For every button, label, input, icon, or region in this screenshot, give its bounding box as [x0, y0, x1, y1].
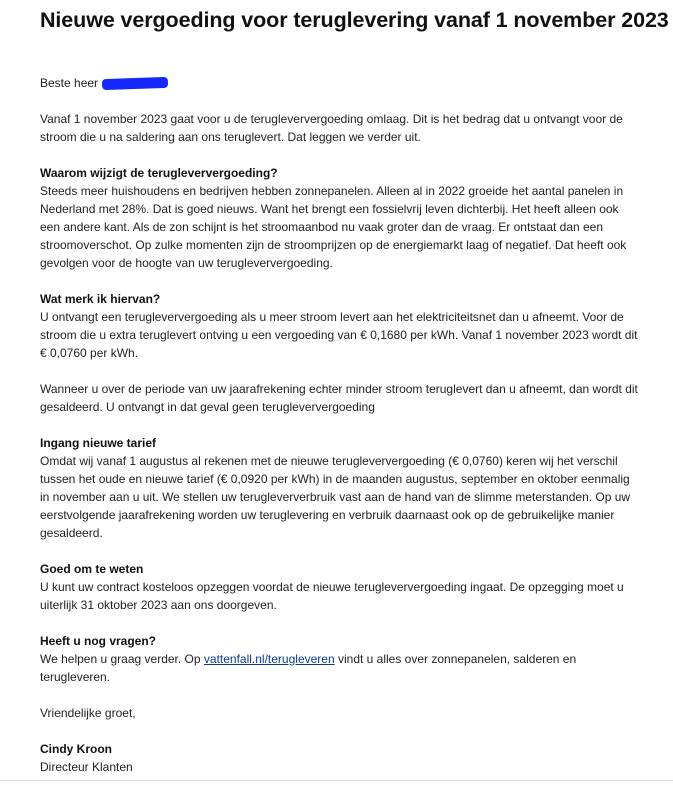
letter-body	[40, 74, 640, 776]
greeting-text: Beste heer	[40, 76, 99, 90]
greeting	[40, 74, 640, 92]
divider	[0, 780, 673, 781]
section-text-impact: U ontvangt een terugleververgoeding als u meer stroom levert aan het elektriciteitsnet dan u afneemt. Voor de stroom die u extra teruglevert ontving u een vergoeding van € 0,1680 per kWh. Vanaf 1 november 2023 wordt dit € 0,0760 per kWh.	[40, 310, 638, 360]
closing: Vriendelijke groet,	[40, 706, 136, 720]
section-text-good-to-know: U kunt uw contract kosteloos opzeggen voordat de nieuwe terugleververgoeding ingaat. De opzegging moet u uiterlijk 31 oktober 2023 aan ons doorgeven.	[40, 580, 624, 612]
section-heading-questions: Heeft u nog vragen?	[40, 634, 157, 648]
intro-paragraph: Vanaf 1 november 2023 gaat voor u de terugleververgoeding omlaag. Dit is het bedrag dat u ontvangt voor de stroom die u na saldering aan ons teruglevert. Dat leggen we verder uit.	[40, 112, 623, 144]
section-text-impact-2: Wanneer u over de periode van uw jaarafrekening echter minder stroom teruglevert dan u afneemt, dan wordt dit gesaldeerd. U ontvangt in dat geval geen terugleververgoeding	[40, 382, 638, 414]
page-title: Nieuwe vergoeding voor teruglevering vanaf 1 november 2023	[40, 8, 669, 32]
signature-name: Cindy Kroon	[40, 742, 112, 756]
section-heading-good-to-know: Goed om te weten	[40, 562, 144, 576]
vattenfall-link[interactable]: vattenfall.nl/terugleveren	[203, 652, 335, 666]
section-text-why: Steeds meer huishoudens en bedrijven hebben zonnepanelen. Alleen al in 2022 groeide het aantal panelen in Nederland met 28%. Dat is goed nieuws. Want het brengt een fossielvrij leven dichterbij. Het heeft alleen ook een andere kant. Als de zon schijnt is het stroomaanbod nu vaak groter dan de vraag. Er ontstaat dan een stroomoverschot. Op zulke momenten zijn de stroomprijzen op de energiemarkt laag of negatief. Dat heeft ook gevolgen voor de hoogte van uw terugleververgoeding.	[40, 184, 627, 270]
questions-text-before: We helpen u graag verder. Op	[40, 652, 204, 666]
section-heading-start: Ingang nieuwe tarief	[40, 436, 157, 450]
section-heading-why: Waarom wijzigt de terugleververgoeding?	[40, 166, 278, 180]
redacted-name	[102, 77, 168, 90]
section-heading-impact: Wat merk ik hiervan?	[40, 292, 161, 306]
signature-role: Directeur Klanten	[40, 760, 133, 774]
section-text-start: Omdat wij vanaf 1 augustus al rekenen met de nieuwe terugleververgoeding (€ 0,0760) keren wij het verschil tussen het oude en nieuwe tarief (€ 0,0920 per kWh) in de maanden augustus, september en oktober eenmalig in november aan u uit. We stellen uw terugleververbruik vast aan de hand van de slimme meterstanden. Op uw eerstvolgende jaarafrekening worden uw teruglevering en verbruik daarnaast ook op de gebruikelijke manier gesaldeerd.	[40, 454, 631, 540]
section-text-questions	[40, 650, 640, 686]
questions-text-after: vindt u alles over zonnepanelen, salderen en terugleveren.	[40, 652, 577, 684]
